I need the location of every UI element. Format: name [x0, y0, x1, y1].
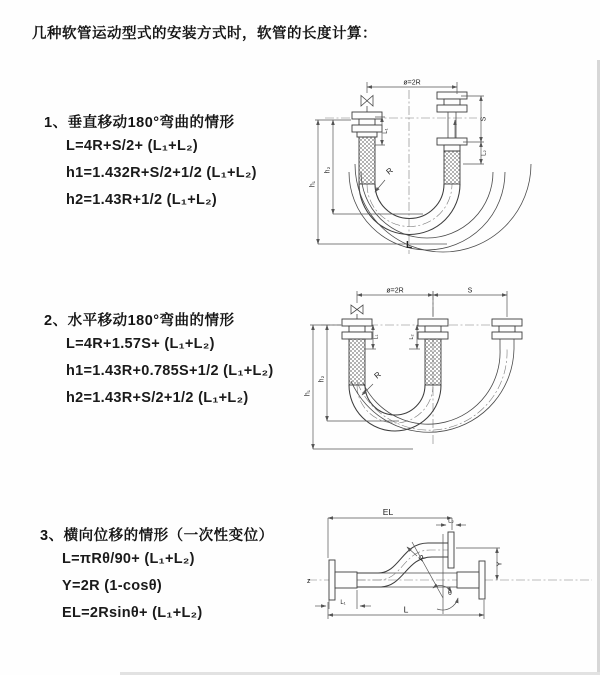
- dim-label-l1: L₁: [340, 600, 346, 606]
- section-3-formula-Y: Y=2R (1-cosθ): [62, 578, 162, 594]
- length-label: L: [405, 240, 413, 251]
- dim-label-l2: L₂: [481, 150, 488, 156]
- section-1-formula-L: L=4R+S/2+ (L₁+L₂): [66, 138, 198, 154]
- dim-label-h1: h₁: [309, 180, 317, 188]
- dim-label-l2: L₂: [448, 518, 454, 525]
- section-1-formula-h2: h2=1.43R+1/2 (L₁+L₂): [66, 192, 218, 208]
- radius-label: R: [416, 553, 428, 564]
- dim-label-y: Y: [494, 561, 504, 567]
- section-2-formula-h1: h1=1.43R+0.785S+1/2 (L₁+L₂): [66, 363, 274, 379]
- braided-hose-section: [359, 137, 375, 184]
- annotations: [375, 166, 412, 251]
- section-1-heading: 1、垂直移动180°弯曲的情形: [44, 115, 235, 131]
- dim-label-width: ø=2R: [403, 79, 421, 87]
- hose-loops: [349, 164, 531, 252]
- fitting-original-position: [418, 319, 448, 385]
- section-2-formula-h2: h2=1.43R+S/2+1/2 (L₁+L₂): [66, 390, 249, 406]
- hose-displaced-position: [357, 543, 448, 587]
- dim-label-stroke: S: [480, 116, 488, 122]
- section-3-formula-L: L=πRθ/90+ (L₁+L₂): [62, 551, 195, 567]
- radius-label: R: [384, 165, 395, 177]
- section-3-formula-EL: EL=2Rsinθ+ (L₁+L₂): [62, 605, 203, 621]
- section-3-heading: 3、横向位移的情形（一次性变位）: [40, 528, 274, 544]
- section-1: [44, 111, 257, 208]
- fitting-moved-position: [492, 319, 522, 349]
- fitting-moving-end: [437, 92, 467, 184]
- braided-hose-section: [349, 339, 365, 385]
- diagram-vertical-180-bend: [305, 72, 590, 257]
- section-1-formula-h1: h1=1.432R+S/2+1/2 (L₁+L₂): [66, 165, 257, 181]
- fitting-fixed-end: [352, 112, 382, 184]
- dimensions: [315, 507, 504, 619]
- page-title: 几种软管运动型式的安装方式时，软管的长度计算：: [32, 26, 377, 42]
- flange-upper-displaced: [448, 532, 454, 568]
- diagram-lateral-displacement: [300, 502, 600, 647]
- diagram-horizontal-180-bend: [303, 283, 593, 468]
- dim-label-stroke: S: [467, 287, 473, 295]
- dim-label-el: EL: [382, 507, 394, 517]
- angle-label: θ: [448, 590, 452, 597]
- dim-label-l1: L₁: [383, 128, 389, 134]
- braided-hose-section: [425, 339, 441, 385]
- dimensions: [305, 288, 508, 450]
- flange-left: [329, 560, 357, 600]
- braided-hose-section: [444, 151, 460, 184]
- section-3: [40, 524, 274, 621]
- valve-icon: [361, 96, 373, 113]
- fitting-fixed-end: [342, 319, 372, 385]
- dimensions: [310, 80, 488, 245]
- dim-label-h2: h₂: [324, 166, 332, 174]
- dim-label-l1: L₁: [373, 334, 380, 340]
- dim-label-h1: h₁: [304, 389, 312, 397]
- radius-label: R: [372, 369, 383, 381]
- dim-label-width: ø=2R: [386, 287, 404, 295]
- dim-label-h2: h₂: [318, 375, 326, 383]
- dim-label-l: L: [403, 604, 409, 615]
- dim-label-l2: L₂: [409, 334, 415, 340]
- section-2: [44, 309, 274, 406]
- flange-right-original: [457, 561, 485, 599]
- axis-mark: z: [307, 578, 311, 585]
- valve-icon: [351, 305, 363, 319]
- section-2-formula-L: L=4R+1.57S+ (L₁+L₂): [66, 336, 215, 352]
- section-2-heading: 2、水平移动180°弯曲的情形: [44, 313, 235, 329]
